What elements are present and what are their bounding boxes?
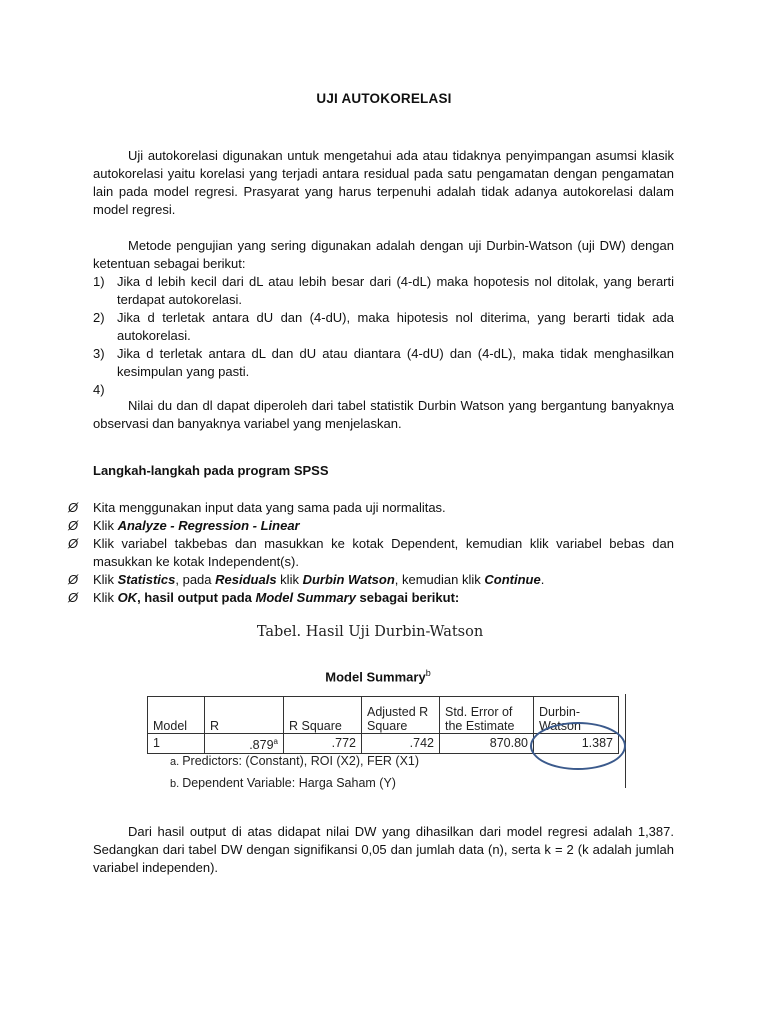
arrow-bullet-icon: Ø [68, 590, 79, 605]
list-number: 1) [93, 274, 105, 289]
arrow-bullet-icon: Ø [68, 500, 79, 515]
list-item: Ø Kita menggunakan input data yang sama pada uji normalitas. [68, 500, 446, 515]
page-title: UJI AUTOKORELASI [316, 91, 452, 106]
conclusion-paragraph: Dari hasil output di atas didapat nilai DW yang dihasilkan dari model regresi adalah 1,387. Sedangkan dari tabel DW dengan signifikansi 0,05 dan jumlah data (n), serta k = 2 (k adalah jumlah variabel independen). [93, 824, 674, 875]
list-item: Ø Klik Statistics, pada Residuals klik Durbin Watson, kemudian klik Continue. [68, 572, 545, 587]
table-caption: Tabel. Hasil Uji Durbin-Watson [256, 624, 484, 640]
section-heading: Langkah-langkah pada program SPSS [93, 463, 329, 478]
list-item [93, 273, 674, 309]
column-header: Std. Error of the Estimate [440, 697, 534, 734]
list-text: Jika d terletak antara dL dan dU atau diantara (4-dU) dan (4-dL), maka tidak menghasilkan kesimpulan yang pasti. [117, 346, 674, 379]
list-number: 2) [93, 310, 105, 325]
column-header: Durbin-Watson [534, 697, 619, 734]
durbin-watson-cell: 1.387 [534, 734, 619, 754]
list-number: 4) [93, 382, 105, 397]
highlight-circle-icon [530, 722, 626, 770]
r-square-cell: .772 [284, 734, 362, 754]
column-header: R Square [284, 697, 362, 734]
list-text: Jika d terletak antara dU dan (4-dU), maka hipotesis nol diterima, yang berarti tidak ada autokorelasi. [117, 310, 674, 343]
intro-paragraph: Uji autokorelasi digunakan untuk mengetahui ada atau tidaknya penyimpangan asumsi klasik autokorelasi yaitu korelasi yang terjadi antara residual pada satu pengamatan dengan pengamatan lain pada model regresi. Prasyarat yang harus terpenuhi adalah tidak adanya autokorelasi dalam model regresi. [93, 148, 674, 217]
list-item: Ø Klik Analyze - Regression - Linear [68, 518, 300, 533]
footnote-a: a. Predictors: (Constant), ROI (X2), FER (X1) [170, 754, 420, 768]
table-source-paragraph: Nilai du dan dl dapat diperoleh dari tabel statistik Durbin Watson yang bergantung banyaknya observasi dan banyaknya variabel yang menjelaskan. [93, 398, 674, 431]
column-header: R [205, 697, 284, 734]
criteria-list [93, 273, 674, 399]
arrow-bullet-icon: Ø [68, 518, 79, 533]
model-cell: 1 [148, 734, 205, 754]
arrow-bullet-icon: Ø [68, 536, 79, 551]
adjusted-r-square-cell: .742 [362, 734, 440, 754]
arrow-bullet-icon: Ø [68, 572, 79, 587]
list-item [93, 345, 674, 381]
list-number: 3) [93, 346, 105, 361]
r-cell: .879$^a$ [205, 734, 284, 754]
column-header: Adjusted R Square [362, 697, 440, 734]
list-item: Ø Klik variabel takbebas dan masukkan ke kotak Dependent, kemudian klik variabel bebas dan masukkan ke kotak Independent(s). [68, 536, 674, 569]
list-text: Jika d lebih kecil dari dL atau lebih besar dari (4-dL) maka hopotesis nol ditolak, yang berarti terdapat autokorelasi. [117, 274, 674, 307]
std-error-cell: 870.80 [440, 734, 534, 754]
model-summary-title: Model Summary$^b$ [325, 668, 431, 685]
list-item [93, 309, 674, 345]
column-header: Model [148, 697, 205, 734]
list-item: Ø Klik OK, hasil output pada Model Summary sebagai berikut: [68, 590, 460, 605]
spss-steps-list [68, 499, 674, 607]
method-paragraph: Metode pengujian yang sering digunakan adalah dengan uji Durbin-Watson (uji DW) dengan ketentuan sebagai berikut: [93, 238, 674, 271]
footnote-b: b. Dependent Variable: Harga Saham (Y) [170, 776, 396, 790]
